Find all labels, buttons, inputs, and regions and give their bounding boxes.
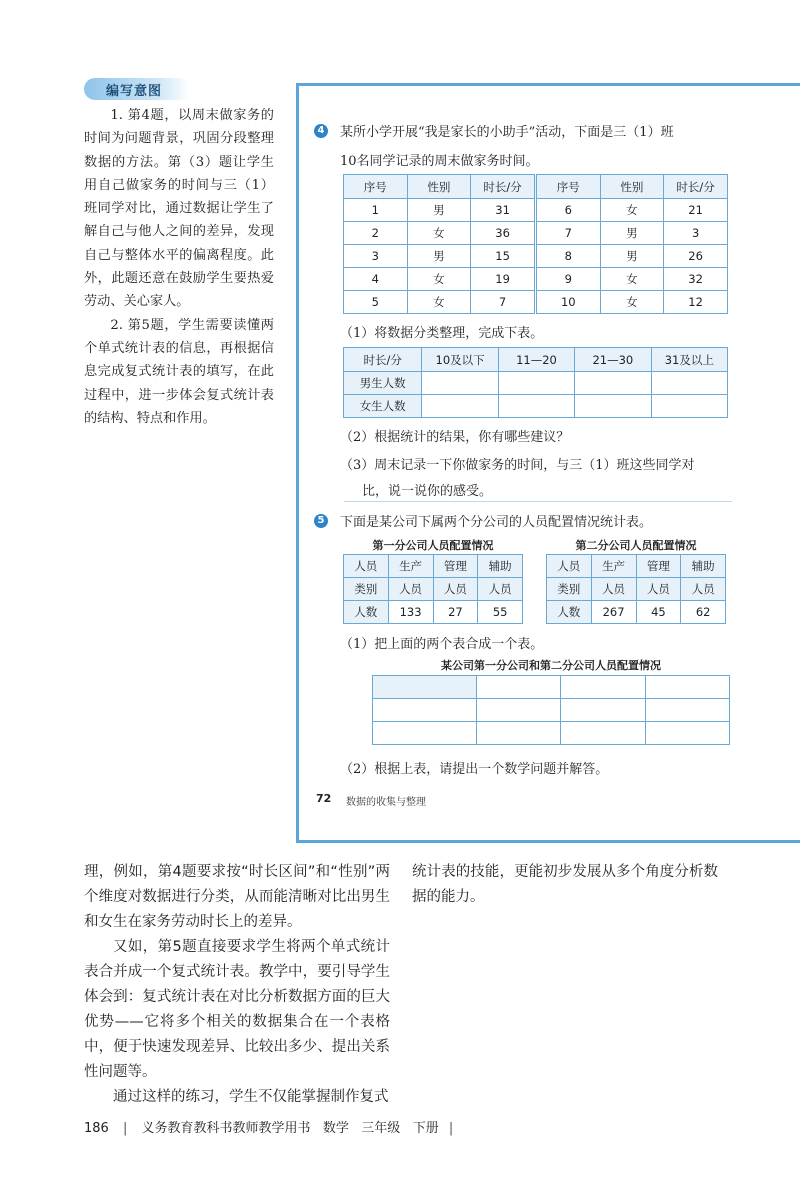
- table-cell: 10: [535, 291, 600, 314]
- table-cell: 女: [600, 199, 664, 222]
- table-header: 人员: [591, 578, 636, 601]
- table-cell: 267: [591, 601, 636, 624]
- table-cell: 女: [407, 268, 471, 291]
- blank-cell: [575, 372, 651, 395]
- table-cell: 男: [407, 199, 471, 222]
- branch1-table: [343, 554, 523, 624]
- table-row: [344, 222, 728, 245]
- row-label: 人数: [547, 601, 592, 624]
- table-row: [344, 395, 728, 418]
- blank-cell: [477, 722, 561, 745]
- row-label: 女生人数: [344, 395, 422, 418]
- table-row: [344, 372, 728, 395]
- q5-sub1: （1）把上面的两个表合成一个表。: [340, 637, 544, 652]
- q4-sub3-line1: （3）周末记录一下你做家务的时间，与三（1）班这些同学对: [340, 458, 695, 473]
- table-header: 31及以上: [651, 348, 727, 372]
- table-cell: 21: [664, 199, 728, 222]
- table-cell: 5: [344, 291, 408, 314]
- table-cell: 2: [344, 222, 408, 245]
- table-row: [344, 601, 523, 624]
- note-badge-label: 编写意图: [106, 84, 163, 99]
- annotation-paragraph: 2. 第5题，学生需要读懂两个单式统计表的信息，再根据信息完成复式统计表的填写，在此过程中，进一步体会复式统计表的结构、特点和作用。: [84, 317, 274, 426]
- branch2-table: [546, 554, 726, 624]
- table-header: 生产: [591, 555, 636, 578]
- q5-sub2: （2）根据上表，请提出一个数学问题并解答。: [340, 762, 609, 777]
- q4-sub1: （1）将数据分类整理，完成下表。: [340, 326, 544, 341]
- table-row: [344, 291, 728, 314]
- table-header: 类别: [547, 578, 592, 601]
- q4-line1: 某所小学开展“我是家长的小助手”活动，下面是三（1）班: [340, 125, 674, 140]
- footer-page-number: 186: [84, 1121, 109, 1136]
- table-header: 人员: [344, 555, 389, 578]
- table-cell: 45: [636, 601, 681, 624]
- blank-cell: [422, 372, 498, 395]
- table-row: [344, 199, 728, 222]
- table-header: 人员: [681, 578, 726, 601]
- blank-cell: [422, 395, 498, 418]
- body-right-column: [412, 860, 718, 910]
- page-footer: [84, 1117, 453, 1136]
- table1-caption: 第一分公司人员配置情况: [372, 539, 494, 552]
- table-cell: 15: [471, 245, 536, 268]
- table-header: 类别: [344, 578, 389, 601]
- table-header: 管理: [433, 555, 478, 578]
- table-header: 序号: [344, 175, 408, 199]
- annotation-text: [84, 104, 274, 430]
- book-page-number: 72: [316, 792, 332, 805]
- table-header: 序号: [535, 175, 600, 199]
- blank-cell: [477, 676, 561, 699]
- table-header: 人员: [388, 578, 433, 601]
- table-row: [373, 676, 730, 699]
- table-cell: 3: [344, 245, 408, 268]
- q4-data-table: [343, 174, 728, 314]
- blank-cell: [651, 372, 727, 395]
- combined-blank-table: [372, 675, 730, 745]
- blank-cell: [651, 395, 727, 418]
- q5-line1: 下面是某公司下属两个分公司的人员配置情况统计表。: [340, 515, 653, 530]
- table-header: 生产: [388, 555, 433, 578]
- table-header: 人员: [478, 578, 523, 601]
- table-cell: 55: [478, 601, 523, 624]
- table-cell: 1: [344, 199, 408, 222]
- table-cell: 7: [471, 291, 536, 314]
- table-header: 人员: [433, 578, 478, 601]
- book-section-title: 数据的收集与整理: [346, 797, 426, 808]
- blank-cell: [498, 372, 574, 395]
- blank-cell: [373, 722, 477, 745]
- table-cell: 12: [664, 291, 728, 314]
- row-label: 人数: [344, 601, 389, 624]
- table-cell: 19: [471, 268, 536, 291]
- table-cell: 女: [407, 291, 471, 314]
- body-paragraph: 通过这样的练习，学生不仅能掌握制作复式: [113, 1089, 389, 1105]
- q4-line2: 10名同学记录的周末做家务时间。: [340, 154, 539, 169]
- note-badge: [84, 78, 190, 100]
- table-cell: 62: [681, 601, 726, 624]
- table-header: 11—20: [498, 348, 574, 372]
- table-cell: 女: [600, 268, 664, 291]
- blank-cell: [498, 395, 574, 418]
- table-header: 人员: [636, 578, 681, 601]
- table-header: 时长/分: [664, 175, 728, 199]
- body-paragraph: 又如，第5题直接要求学生将两个单式统计表合并成一个复式统计表。教学中，要引导学生体会到：复式统计表在对比分析数据方面的巨大优势——它将多个相关的数据集合在一个表格中，便于快速发现差异、比较出多少、提出关系性问题等。: [84, 939, 390, 1080]
- annotation-paragraph: 1. 第4题，以周末做家务的时间为问题背景，巩固分段整理数据的方法。第（3）题让学生用自己做家务的时间与三（1）班同学对比，通过数据让学生了解自己与他人之间的差异，发现自己与整体水平的偏离程度。此外，此题还意在鼓励学生要热爱劳动、关心家人。: [84, 108, 274, 310]
- table-cell: 36: [471, 222, 536, 245]
- table-cell: 男: [600, 245, 664, 268]
- table-header: 时长/分: [471, 175, 536, 199]
- table-header: 人员: [547, 555, 592, 578]
- body-paragraph: 理，例如，第4题要求按“时长区间”和“性别”两个维度对数据进行分类，从而能清晰对比出男生和女生在家务劳动时长上的差异。: [84, 864, 390, 930]
- blank-cell: [477, 699, 561, 722]
- table-header: 管理: [636, 555, 681, 578]
- footer-separator: |: [122, 1121, 128, 1136]
- table-cell: 女: [407, 222, 471, 245]
- footer-book-title: 义务教育教科书教师教学用书 数学 三年级 下册: [141, 1121, 439, 1136]
- blank-cell: [561, 699, 645, 722]
- table-cell: 32: [664, 268, 728, 291]
- table-cell: 男: [600, 222, 664, 245]
- table-cell: 女: [600, 291, 664, 314]
- body-left-column: [84, 860, 390, 1110]
- blank-cell: [561, 676, 645, 699]
- blank-cell: [575, 395, 651, 418]
- table-cell: 27: [433, 601, 478, 624]
- question-divider: [344, 501, 732, 502]
- table-row: [344, 245, 728, 268]
- table-row: [344, 268, 728, 291]
- table-header: 辅助: [681, 555, 726, 578]
- table-cell: 26: [664, 245, 728, 268]
- table-header: 时长/分: [344, 348, 422, 372]
- table-cell: 7: [535, 222, 600, 245]
- blank-cell: [373, 699, 477, 722]
- blank-cell: [645, 722, 729, 745]
- blank-cell: [645, 699, 729, 722]
- table-cell: 6: [535, 199, 600, 222]
- blank-cell: [645, 676, 729, 699]
- row-label: 男生人数: [344, 372, 422, 395]
- question-5-badge: 5: [314, 514, 328, 528]
- table-cell: 3: [664, 222, 728, 245]
- table-cell: 31: [471, 199, 536, 222]
- table-header: 性别: [407, 175, 471, 199]
- table-cell: 133: [388, 601, 433, 624]
- table-row: [373, 699, 730, 722]
- q4-sub2: （2）根据统计的结果，你有哪些建议？: [340, 430, 570, 445]
- footer-separator: |: [448, 1121, 454, 1136]
- table-header: 性别: [600, 175, 664, 199]
- table-header: 10及以下: [422, 348, 498, 372]
- body-paragraph: 统计表的技能，更能初步发展从多个角度分析数据的能力。: [412, 864, 718, 905]
- table-row: [373, 722, 730, 745]
- combined-table-caption: 某公司第一分公司和第二分公司人员配置情况: [441, 659, 661, 672]
- table-cell: 4: [344, 268, 408, 291]
- table-cell: 9: [535, 268, 600, 291]
- blank-cell: [561, 722, 645, 745]
- table-row: [547, 601, 726, 624]
- blank-cell: [373, 676, 477, 699]
- table-header: 辅助: [478, 555, 523, 578]
- table-cell: 男: [407, 245, 471, 268]
- table-cell: 8: [535, 245, 600, 268]
- table-header: 21—30: [575, 348, 651, 372]
- table2-caption: 第二分公司人员配置情况: [575, 539, 697, 552]
- q4-sub3-line2: 比，说一说你的感受。: [362, 484, 493, 499]
- q4-classification-table: [343, 347, 728, 418]
- question-4-badge: 4: [314, 124, 328, 138]
